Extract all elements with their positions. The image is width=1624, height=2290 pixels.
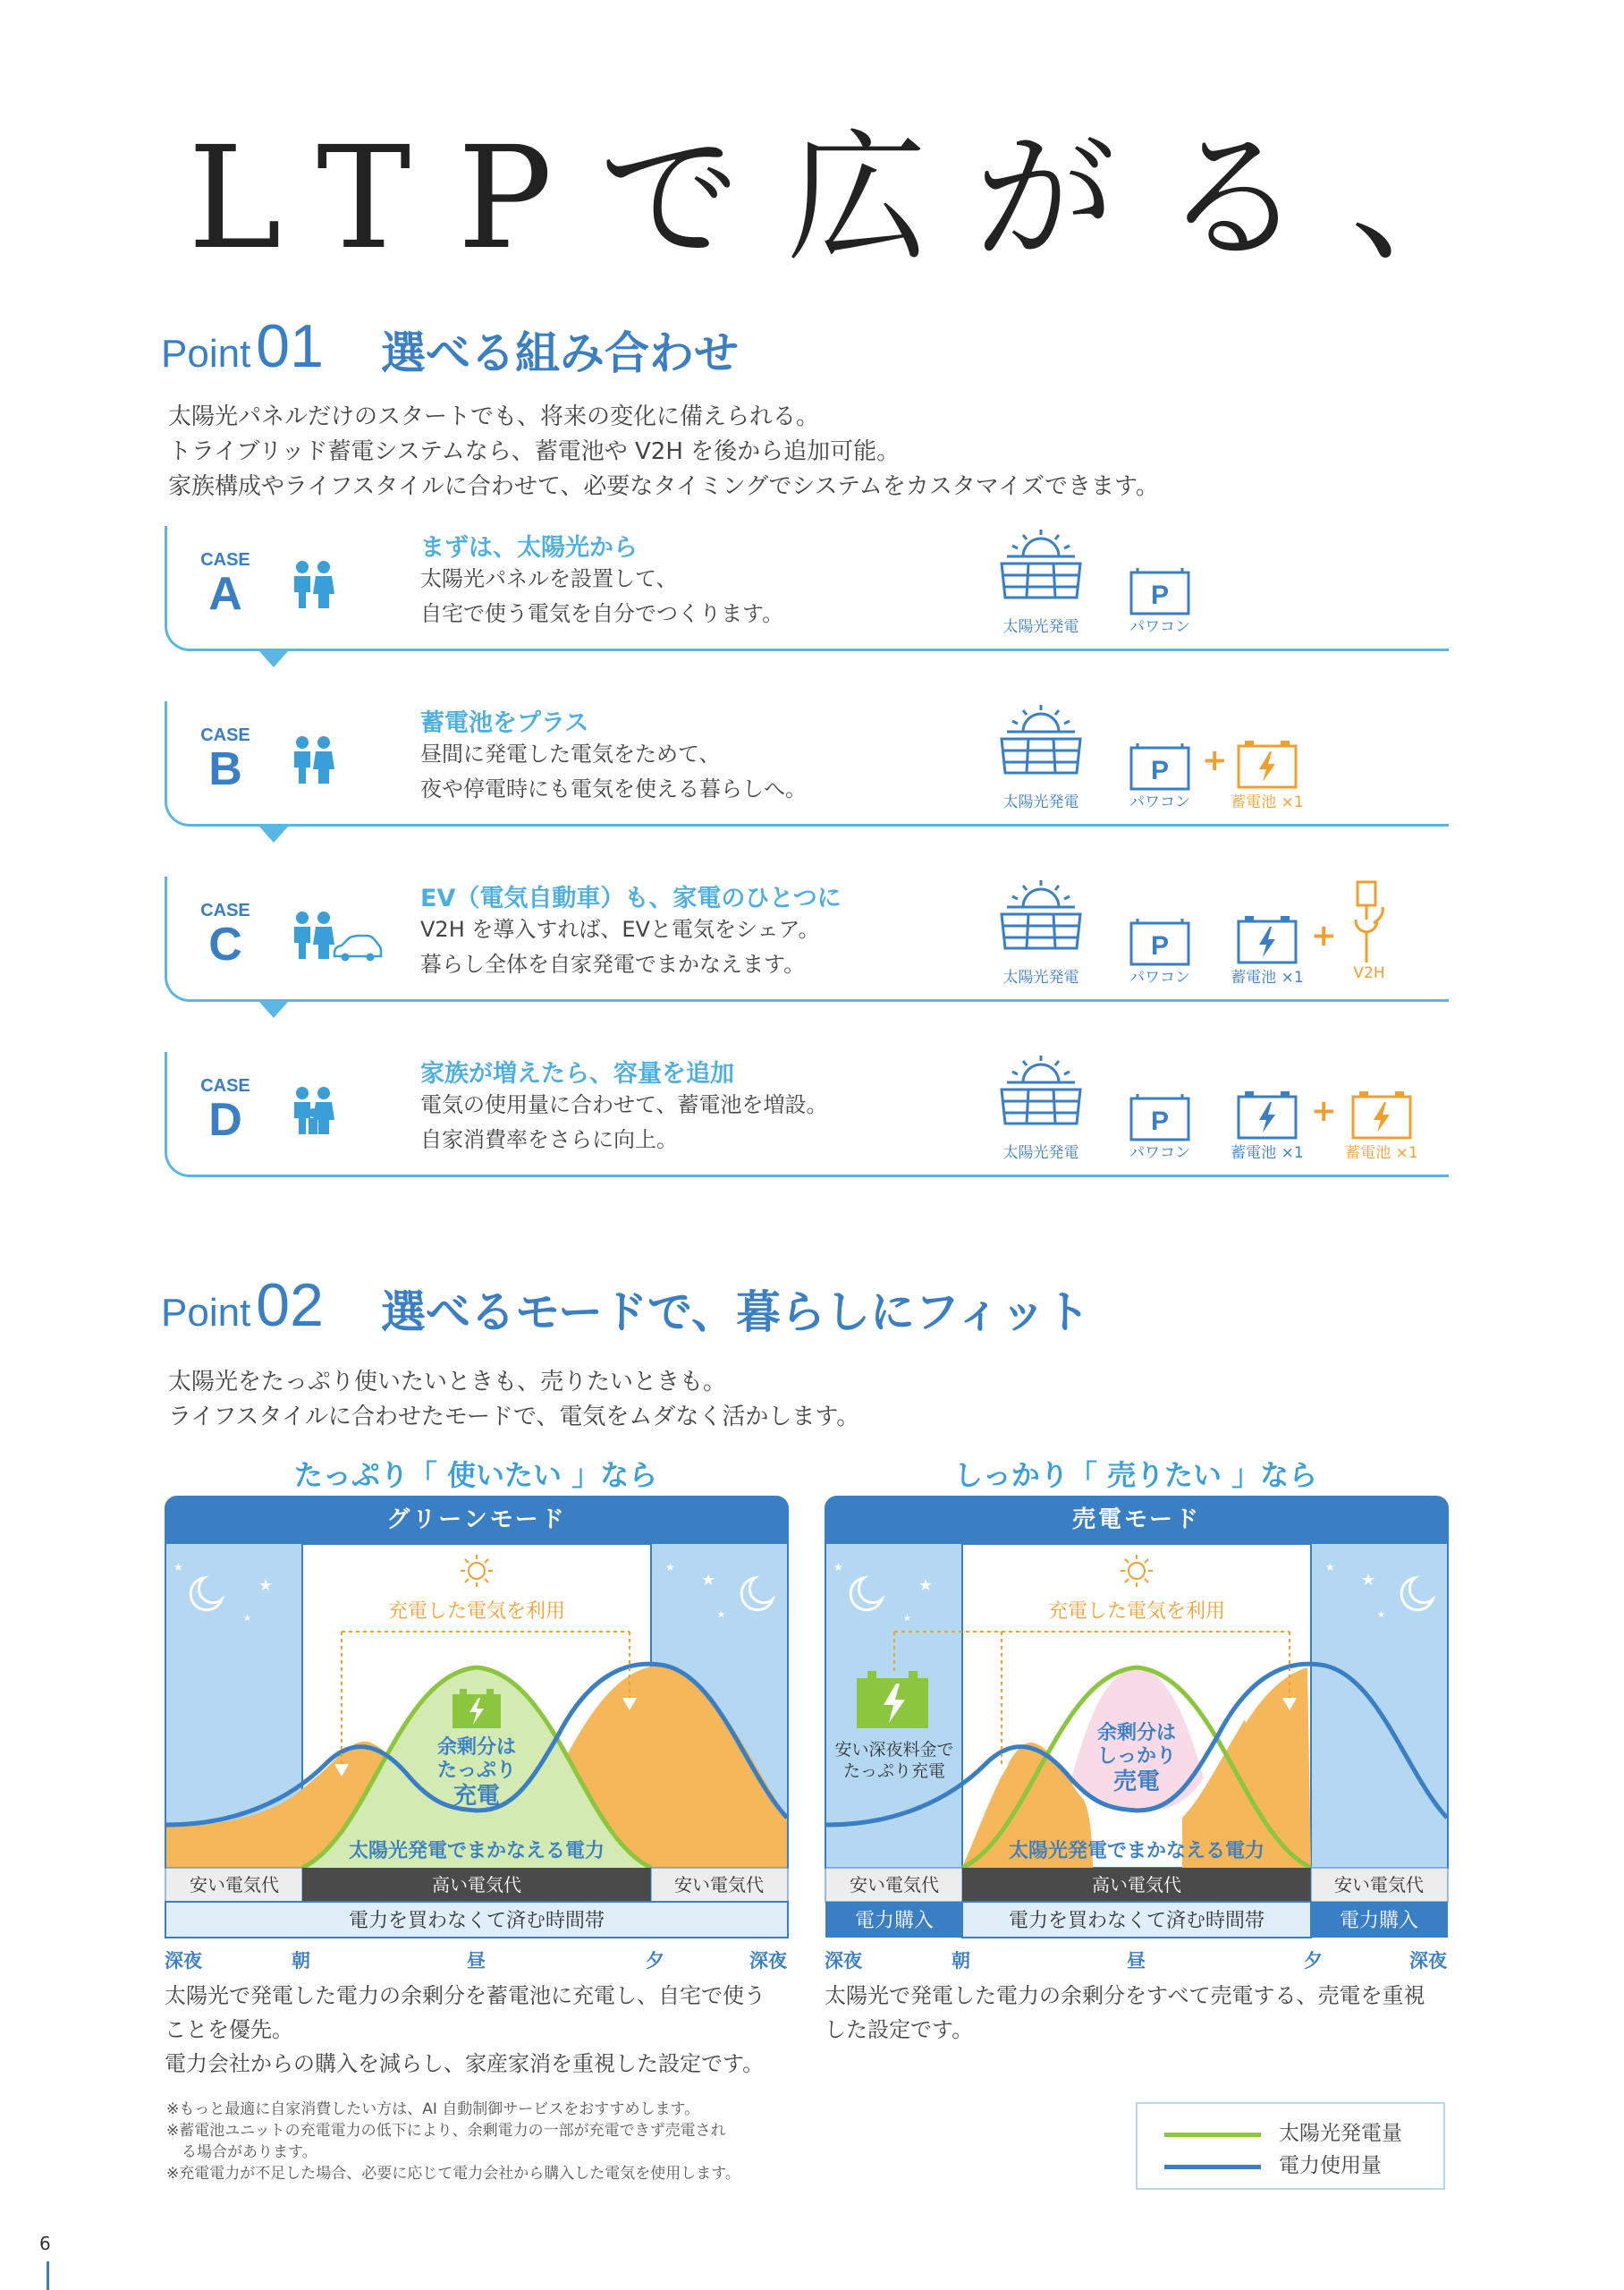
point-01-label [161, 311, 324, 381]
svg-text:太陽光発電でまかなえる電力: 太陽光発電でまかなえる電力 [348, 1840, 605, 1862]
car-icon [331, 934, 383, 963]
intro-line: ライフスタイルに合わせたモードで、電気をムダなく活かします。 [168, 1404, 860, 1430]
sell-mode-title: 売電モード [1072, 1506, 1201, 1533]
sell-mode-diagram [825, 1496, 1449, 1943]
point-01-intro [168, 400, 1159, 505]
green-mode-description [165, 1979, 791, 2081]
green-mode-diagram [165, 1496, 789, 1943]
case-letter: D [208, 1094, 242, 1146]
svg-text:★: ★ [665, 1561, 675, 1573]
case-title: EV（電気自動車）も、家電のひとつに [420, 885, 842, 912]
intro-line: 太陽光パネルだけのスタートでも、将来の変化に備えられる。 [168, 403, 820, 430]
v2h-charger-icon [1347, 880, 1391, 966]
svg-text:たっぷり充電: たっぷり充電 [842, 1761, 946, 1781]
case-desc-line: 電気の使用量に合わせて、蓄電池を増設。 [420, 1092, 828, 1117]
v2h-caption: V2H [1353, 964, 1385, 982]
svg-text:たっぷり: たっぷり [436, 1760, 517, 1782]
svg-text:高い電気代: 高い電気代 [1092, 1874, 1181, 1896]
intro-line: 太陽光をたっぷり使いたいときも、売りたいときも。 [168, 1369, 727, 1395]
svg-text:★: ★ [1361, 1571, 1376, 1590]
svg-text:安い電気代: 安い電気代 [850, 1874, 939, 1896]
time-label: 深夜 [1409, 1950, 1447, 1972]
usage-legend-swatch [1164, 2165, 1261, 2169]
case-connector-arrow [259, 1002, 288, 1018]
svg-text:安い深夜料金で: 安い深夜料金で [834, 1740, 954, 1760]
battery-added-caption: 蓄電池 ×1 [1345, 1144, 1418, 1162]
battery-icon [1236, 739, 1298, 791]
svg-text:安い電気代: 安い電気代 [190, 1874, 279, 1896]
svg-text:電力購入: 電力購入 [854, 1910, 935, 1932]
footnote: ※もっと最適に自家消費したい方は、AI 自動制御サービスをおすすめします。 [166, 2100, 700, 2118]
case-title: 家族が増えたら、容量を追加 [420, 1060, 734, 1088]
solar-caption: 太陽光発電 [1002, 969, 1079, 987]
battery-icon [1236, 1090, 1298, 1141]
solar-legend-label: 太陽光発電量 [1279, 2122, 1402, 2145]
case-title: まずは、太陽光から [420, 534, 638, 562]
case-desc-line: 暮らし全体を自家発電でまかなえます。 [420, 952, 806, 977]
case-letter: A [208, 568, 242, 620]
svg-text:★: ★ [1325, 1561, 1335, 1573]
charge-label: 充電した電気を利用 [387, 1600, 566, 1623]
battery-added-icon [1350, 1090, 1413, 1141]
solar-panel-icon [994, 878, 1087, 961]
case-connector-arrow [259, 827, 288, 843]
pcs-caption: パワコン [1129, 1144, 1190, 1162]
desc-line: 太陽光で発電した電力の余剰分を蓄電池に充電し、自宅で使う [165, 1983, 765, 2008]
solar-panel-icon [994, 703, 1087, 785]
svg-text:売電: 売電 [1112, 1768, 1161, 1795]
solar-caption: 太陽光発電 [1002, 1144, 1079, 1162]
plus-icon: + [1202, 742, 1228, 778]
footnote: ※蓄電池ユニットの充電電力の低下により、余剰電力の一部が充電できず売電され [166, 2122, 726, 2140]
case-label: CASE [200, 901, 250, 920]
plus-icon: + [1311, 918, 1337, 954]
footnotes [166, 2099, 810, 2184]
plus-icon: + [1311, 1093, 1337, 1129]
case-connector-arrow [259, 651, 288, 667]
time-label: 夕 [646, 1950, 664, 1972]
svg-text:充電: 充電 [453, 1783, 501, 1810]
svg-text:安い電気代: 安い電気代 [1334, 1874, 1424, 1896]
point-02-label [161, 1270, 324, 1340]
chart-legend [1136, 2102, 1445, 2190]
svg-text:★: ★ [833, 1561, 843, 1573]
solar-caption: 太陽光発電 [1002, 793, 1079, 811]
point-number: 01 [256, 312, 324, 380]
svg-text:余剰分は: 余剰分は [1096, 1722, 1177, 1744]
footnote: る場合があります。 [166, 2143, 317, 2161]
solar-panel-icon [994, 528, 1087, 610]
point-02-title: 選べるモードで、暮らしにフィット [381, 1286, 1090, 1338]
case-card-a [165, 526, 1449, 651]
solar-panel-icon [994, 1054, 1087, 1136]
case-label: CASE [200, 550, 250, 570]
time-label: 昼 [467, 1950, 486, 1972]
svg-text:充電した電気を利用: 充電した電気を利用 [1047, 1600, 1226, 1623]
pcs-caption: パワコン [1129, 618, 1190, 636]
svg-text:電力を買わなくて済む時間帯: 電力を買わなくて済む時間帯 [1008, 1910, 1265, 1932]
green-mode-tagline: たっぷり「 使いたい 」なら [293, 1458, 658, 1492]
case-description [420, 737, 807, 807]
svg-text:★: ★ [918, 1576, 934, 1595]
svg-text:★: ★ [701, 1571, 716, 1590]
svg-text:電力を買わなくて済む時間帯: 電力を買わなくて済む時間帯 [348, 1910, 605, 1932]
intro-line: 家族構成やライフスタイルに合わせて、必要なタイミングでシステムをカスタマイズできます。 [168, 473, 1159, 500]
svg-text:高い電気代: 高い電気代 [432, 1874, 521, 1896]
family-icon [292, 560, 336, 610]
battery-caption: 蓄電池 ×1 [1231, 1144, 1304, 1162]
power-conditioner-icon [1129, 741, 1191, 793]
time-label: 深夜 [825, 1950, 862, 1972]
family-with-child-icon [292, 1086, 336, 1136]
case-desc-line: V2H を導入すれば、EVと電気をシェア。 [420, 917, 820, 942]
case-desc-line: 自家消費率をさらに向上。 [420, 1127, 678, 1152]
svg-text:余剰分は: 余剰分は [436, 1736, 517, 1759]
case-letter: C [208, 919, 242, 971]
case-desc-line: 太陽光パネルを設置して、 [420, 566, 678, 591]
desc-line: ことを優先。 [165, 2017, 293, 2042]
case-description [420, 912, 820, 982]
desc-line: した設定です。 [825, 2017, 974, 2042]
point-word: Point [161, 1291, 251, 1335]
case-label: CASE [200, 1076, 250, 1096]
point-01-title: 選べる組み合わせ [381, 327, 739, 379]
battery-caption: 蓄電池 ×1 [1231, 793, 1304, 811]
family-icon [292, 735, 336, 785]
battery-caption: 蓄電池 ×1 [1231, 969, 1304, 987]
time-label: 朝 [952, 1950, 970, 1972]
intro-line: トライブリッド蓄電システムなら、蓄電池や V2H を後から追加可能。 [168, 438, 901, 465]
case-desc-line: 自宅で使う電気を自分でつくります。 [420, 601, 784, 626]
svg-text:★: ★ [1377, 1610, 1385, 1620]
case-desc-line: 昼間に発電した電気をためて、 [420, 742, 721, 767]
sell-mode-tagline: しっかり「 売りたい 」なら [953, 1458, 1318, 1492]
time-label: 昼 [1127, 1950, 1146, 1972]
point-02-intro [168, 1365, 859, 1435]
point-word: Point [161, 332, 251, 376]
power-conditioner-icon [1129, 1091, 1191, 1143]
time-label: 深夜 [749, 1950, 787, 1972]
power-conditioner-icon [1129, 916, 1191, 968]
solar-caption: 太陽光発電 [1002, 618, 1079, 636]
case-label: CASE [200, 725, 250, 745]
desc-line: 電力会社からの購入を減らし、家産家消を重視した設定です。 [165, 2051, 765, 2076]
svg-text:★: ★ [903, 1614, 911, 1624]
svg-text:★: ★ [717, 1610, 725, 1620]
svg-text:安い電気代: 安い電気代 [674, 1874, 764, 1896]
case-description [420, 1088, 828, 1158]
point-number: 02 [256, 1271, 324, 1339]
pcs-caption: パワコン [1129, 793, 1190, 811]
case-letter: B [208, 743, 242, 795]
case-desc-line: 夜や停電時にも電気を使える暮らしへ。 [420, 776, 807, 802]
footnote: ※充電電力が不足した場合、必要に応じて電力会社から購入した電気を使用します。 [166, 2165, 740, 2183]
svg-text:しっかり: しっかり [1096, 1745, 1177, 1768]
svg-text:★: ★ [243, 1614, 251, 1624]
svg-text:電力購入: 電力購入 [1339, 1910, 1419, 1932]
time-label: 深夜 [165, 1950, 202, 1972]
solar-legend-swatch [1164, 2133, 1261, 2137]
svg-text:★: ★ [258, 1576, 274, 1595]
desc-line: 太陽光で発電した電力の余剰分をすべて売電する、売電を重視 [825, 1983, 1425, 2008]
page-hero-title: LTPで広がる、 [188, 116, 1538, 281]
usage-legend-label: 電力使用量 [1279, 2154, 1382, 2177]
power-conditioner-icon [1129, 565, 1191, 617]
case-description [420, 562, 783, 632]
sell-mode-description [825, 1979, 1451, 2047]
svg-text:★: ★ [173, 1561, 183, 1573]
time-label: 朝 [292, 1950, 310, 1972]
battery-icon [1236, 914, 1298, 966]
page-number: 6 [39, 2233, 51, 2254]
case-title: 蓄電池をプラス [420, 709, 589, 737]
svg-text:太陽光発電でまかなえる電力: 太陽光発電でまかなえる電力 [1008, 1840, 1265, 1862]
time-label: 夕 [1304, 1950, 1323, 1972]
family-icon [292, 911, 336, 961]
page-marker [47, 2261, 49, 2290]
green-mode-title: グリーンモード [386, 1506, 567, 1533]
pcs-caption: パワコン [1129, 969, 1190, 987]
